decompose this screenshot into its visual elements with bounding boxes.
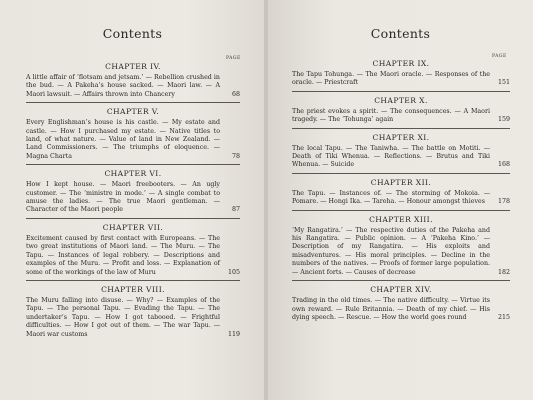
- toc-entry-chapter-xii: [292, 178, 510, 211]
- chapter-heading: CHAPTER IV.: [105, 62, 161, 71]
- chapter-summary: Excitement caused by first contact with Europeans. — The two great institutions of Maori land. — The Muru. — The Tapu. — Instances of legal robbery. — Descriptions and examples of the Muru. — Profit and loss. — Explanation of some of the workings of the law of Muru 105: [26, 234, 240, 276]
- chapter-summary: The Tapu Tohunga. — The Maori oracle. — Responses of the oracle. — Priestcraft 151: [292, 71, 510, 87]
- chapter-heading: CHAPTER XIV.: [370, 285, 432, 295]
- page-number: 168: [497, 161, 510, 169]
- toc-entry-chapter-xiv: [292, 285, 510, 322]
- chapter-summary: The priest evokes a spirit. — The consequences. — A Maori tragedy. — The ‘Tohunga’ again 159: [292, 107, 510, 124]
- page-number: 151: [497, 79, 510, 87]
- chapter-heading: CHAPTER X.: [374, 95, 428, 105]
- divider: [292, 173, 510, 174]
- chapter-heading: CHAPTER VIII.: [101, 284, 165, 294]
- chapter-heading: CHAPTER XIII.: [369, 214, 433, 224]
- divider: [292, 91, 510, 92]
- page-number: 159: [497, 116, 510, 124]
- chapter-heading: CHAPTER IX.: [372, 59, 430, 68]
- divider: [292, 210, 510, 211]
- toc-entry-chapter-x: [292, 96, 510, 129]
- page-number: 182: [497, 268, 510, 276]
- chapter-summary: Trading in the old times. — The native difficulty. — Virtue its own reward. — Rule Britannia. — Death of my chief. — His dying speech. — Rescue. — How the world goes round 215: [292, 297, 510, 321]
- chapter-summary: How I kept house. — Maori freebooters. — An ugly customer. — The ‘ministre in mode.’ — A single combat to amuse the ladies. — The true Maori gentleman. — Character of the Maori people 87: [26, 181, 240, 214]
- page-number: 87: [231, 206, 240, 214]
- toc-entry-chapter-vi: [26, 169, 240, 219]
- toc-entry-chapter-v: [26, 107, 240, 165]
- contents-list-right: [292, 59, 510, 324]
- page-number: 119: [227, 330, 240, 338]
- page-number: 68: [231, 90, 240, 98]
- chapter-heading: CHAPTER V.: [106, 107, 160, 117]
- divider: [26, 164, 240, 165]
- page-column-label-right: PAGE: [492, 54, 507, 59]
- chapter-summary: The Muru falling into disuse. — Why? — Examples of the Tapu. — The personal Tapu. — Evading the Tapu. — The undertaker’s Tapu. — How I got tabooed. — Frightful difficulties. — How I got out of them. — The war Tapu. — Maori war customs 119: [26, 296, 240, 338]
- chapter-heading: CHAPTER VII.: [102, 222, 164, 232]
- page-number: 215: [497, 313, 510, 321]
- toc-entry-chapter-xi: [292, 133, 510, 174]
- toc-entry-chapter-iv: [26, 62, 240, 103]
- chapter-heading: CHAPTER XI.: [372, 132, 430, 142]
- divider: [26, 218, 240, 219]
- toc-entry-chapter-ix: [292, 59, 510, 92]
- left-page: [0, 0, 265, 400]
- chapter-summary: The local Tapu. — The Taniwha. — The battle on Motiti. — Death of Tiki Whenua. — Reflections. — Brutus and Tiki Whenua. — Suicide 168: [292, 144, 510, 169]
- chapter-heading: CHAPTER XII.: [370, 177, 432, 187]
- divider: [26, 102, 240, 103]
- chapter-summary: The Tapu. — Instances of. — The storming of Mokoia. — Pomare. — Hongi Ika. — Tareha. — Honour amongst thieves 178: [292, 189, 510, 206]
- page-number: 105: [227, 268, 240, 276]
- divider: [292, 280, 510, 281]
- chapter-summary: ‘My Rangatira.’ — The respective duties of the Pakeha and his Rangatira. — Public opinion. — A ‘Pakeha Kino.’ — Description of my Rangatira. — His exploits and misadventures. — His moral principles. — Decline in the numbers of the natives. — Proofs of former large population. — Ancient forts. — Causes of decrease 182: [292, 226, 510, 276]
- page-column-label-left: PAGE: [226, 56, 241, 61]
- toc-entry-chapter-viii: [26, 285, 240, 339]
- right-page: [268, 0, 533, 400]
- chapter-summary: Every Englishman’s house is his castle. — My estate and castle. — How I purchased my estate. — Native titles to land, of what nature. — Value of land in New Zealand. — Land Commissioners. — The triumphs of eloquence. — Magna Charta 78: [26, 119, 240, 160]
- divider: [26, 280, 240, 281]
- contents-list-left: [26, 62, 240, 341]
- page-number: 178: [497, 198, 510, 206]
- page-title-left: Contents: [102, 26, 163, 41]
- page-number: 78: [231, 152, 240, 160]
- toc-entry-chapter-xiii: [292, 215, 510, 281]
- toc-entry-chapter-vii: [26, 223, 240, 281]
- divider: [292, 128, 510, 129]
- chapter-heading: CHAPTER VI.: [104, 169, 162, 179]
- chapter-summary: A little affair of ‘flotsam and jetsam.’ — Rebellion crushed in the bud. — A Pakeha’s house sacked. — Maori law. — A Maori lawsuit. — Affairs thrown into Chancery 68: [26, 74, 240, 98]
- page-title-right: Contents: [370, 26, 431, 41]
